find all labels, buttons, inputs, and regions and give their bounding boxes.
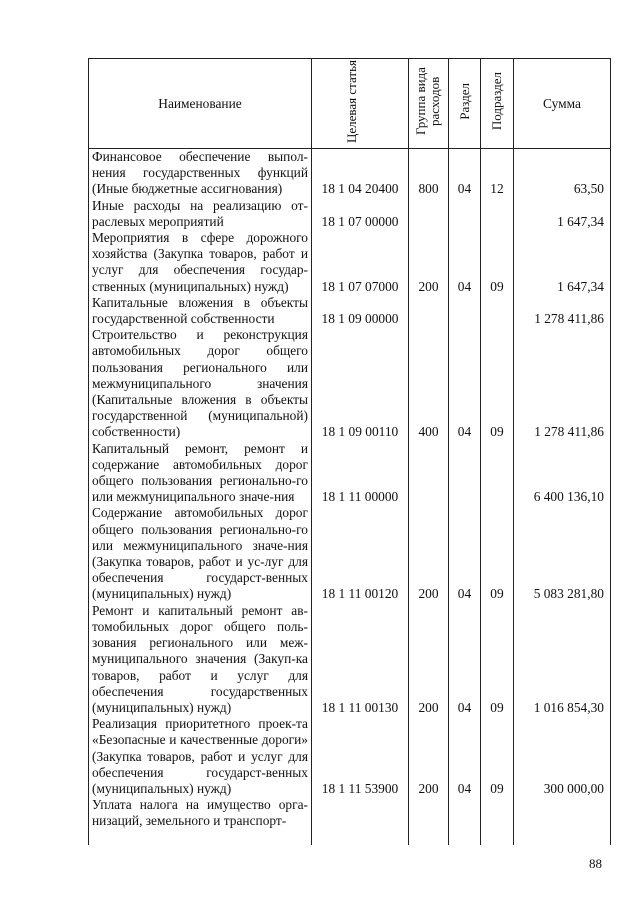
- row-group: 200: [409, 716, 449, 797]
- row-subsection: 09: [481, 327, 514, 440]
- row-target: 18 1 09 00000: [312, 295, 409, 327]
- row-sum: 1 016 854,30: [514, 603, 611, 716]
- row-sum: 1 647,34: [514, 198, 611, 230]
- table-row: [89, 149, 611, 198]
- row-name: Мероприятия в сфере дорожного хозяйства (Закупка товаров, работ и услуг для обеспечения государ-ственных (муниципальных) нужд): [89, 230, 312, 295]
- row-section: 04: [449, 327, 481, 440]
- budget-table: [88, 58, 611, 845]
- row-section: [449, 198, 481, 230]
- row-target: 18 1 04 20400: [312, 149, 409, 198]
- row-group: 200: [409, 603, 449, 716]
- row-group: [409, 295, 449, 327]
- table-row: [89, 505, 611, 602]
- row-name: Капитальный ремонт, ремонт и содержание автомобильных дорог общего пользования регионально-го или межмуниципального значе-ния: [89, 441, 312, 506]
- table-row: [89, 797, 611, 845]
- row-group: [409, 441, 449, 506]
- row-section: [449, 797, 481, 845]
- row-subsection: 09: [481, 716, 514, 797]
- row-sum: 63,50: [514, 149, 611, 198]
- header-target: Целевая статья: [312, 59, 409, 149]
- row-section: [449, 295, 481, 327]
- table-header-row: [89, 59, 611, 149]
- row-sum: 6 400 136,10: [514, 441, 611, 506]
- row-subsection: 12: [481, 149, 514, 198]
- row-subsection: 09: [481, 505, 514, 602]
- row-group: [409, 797, 449, 845]
- row-sum: 1 278 411,86: [514, 327, 611, 440]
- row-sum: 5 083 281,80: [514, 505, 611, 602]
- row-section: [449, 441, 481, 506]
- header-name: Наименование: [89, 59, 312, 149]
- row-target: 18 1 11 00000: [312, 441, 409, 506]
- row-target: 18 1 09 00110: [312, 327, 409, 440]
- table-row: [89, 230, 611, 295]
- row-target: 18 1 07 00000: [312, 198, 409, 230]
- row-name: Иные расходы на реализацию от-раслевых мероприятий: [89, 198, 312, 230]
- row-group: 200: [409, 505, 449, 602]
- row-target: 18 1 07 07000: [312, 230, 409, 295]
- row-sum: 1 278 411,86: [514, 295, 611, 327]
- row-section: 04: [449, 716, 481, 797]
- row-name: Реализация приоритетного проек-та «Безопасные и качественные дороги» (Закупка товаров, работ и услуг для обеспечения государст-венных (муниципальных) нужд): [89, 716, 312, 797]
- row-section: 04: [449, 505, 481, 602]
- row-sum: [514, 797, 611, 845]
- row-group: 400: [409, 327, 449, 440]
- header-sum: Сумма: [514, 59, 611, 149]
- row-subsection: [481, 441, 514, 506]
- row-subsection: [481, 797, 514, 845]
- row-name: Ремонт и капитальный ремонт ав-томобильных дорог общего поль-зования регионального или меж-муниципального значения (Закуп-ка товаров, работ и услуг для обеспечения государственных (муниципальных) нужд): [89, 603, 312, 716]
- table-row: [89, 198, 611, 230]
- row-sum: 300 000,00: [514, 716, 611, 797]
- header-subsection: Подраздел: [481, 59, 514, 149]
- row-group: 800: [409, 149, 449, 198]
- row-section: 04: [449, 230, 481, 295]
- row-sum: 1 647,34: [514, 230, 611, 295]
- row-target: 18 1 11 00120: [312, 505, 409, 602]
- row-name: Финансовое обеспечение выпол-нения государственных функций (Иные бюджетные ассигнования): [89, 149, 312, 198]
- row-target: 18 1 11 00130: [312, 603, 409, 716]
- page-number: 88: [589, 856, 602, 871]
- row-target: [312, 797, 409, 845]
- row-subsection: [481, 295, 514, 327]
- row-group: 200: [409, 230, 449, 295]
- row-name: Уплата налога на имущество орга-низаций, земельного и транспорт-: [89, 797, 312, 845]
- row-name: Содержание автомобильных дорог общего пользования регионально-го или межмуниципального значе-ния (Закупка товаров, работ и ус-луг для обеспечения государст-венных (муниципальных) нужд): [89, 505, 312, 602]
- table-row: [89, 716, 611, 797]
- table-row: [89, 295, 611, 327]
- row-section: 04: [449, 149, 481, 198]
- row-section: 04: [449, 603, 481, 716]
- table-row: [89, 327, 611, 440]
- row-group: [409, 198, 449, 230]
- row-subsection: [481, 198, 514, 230]
- row-target: 18 1 11 53900: [312, 716, 409, 797]
- table-row: [89, 603, 611, 716]
- row-name: Строительство и реконструкция автомобильных дорог общего пользования регионального или межмуниципального значения (Капитальные вложения в объекты государственной (муниципальной) собственности): [89, 327, 312, 440]
- row-subsection: 09: [481, 603, 514, 716]
- row-subsection: 09: [481, 230, 514, 295]
- table-row: [89, 441, 611, 506]
- row-name: Капитальные вложения в объекты государственной собственности: [89, 295, 312, 327]
- header-section: Раздел: [449, 59, 481, 149]
- header-group: Группа вида расходов: [409, 59, 449, 149]
